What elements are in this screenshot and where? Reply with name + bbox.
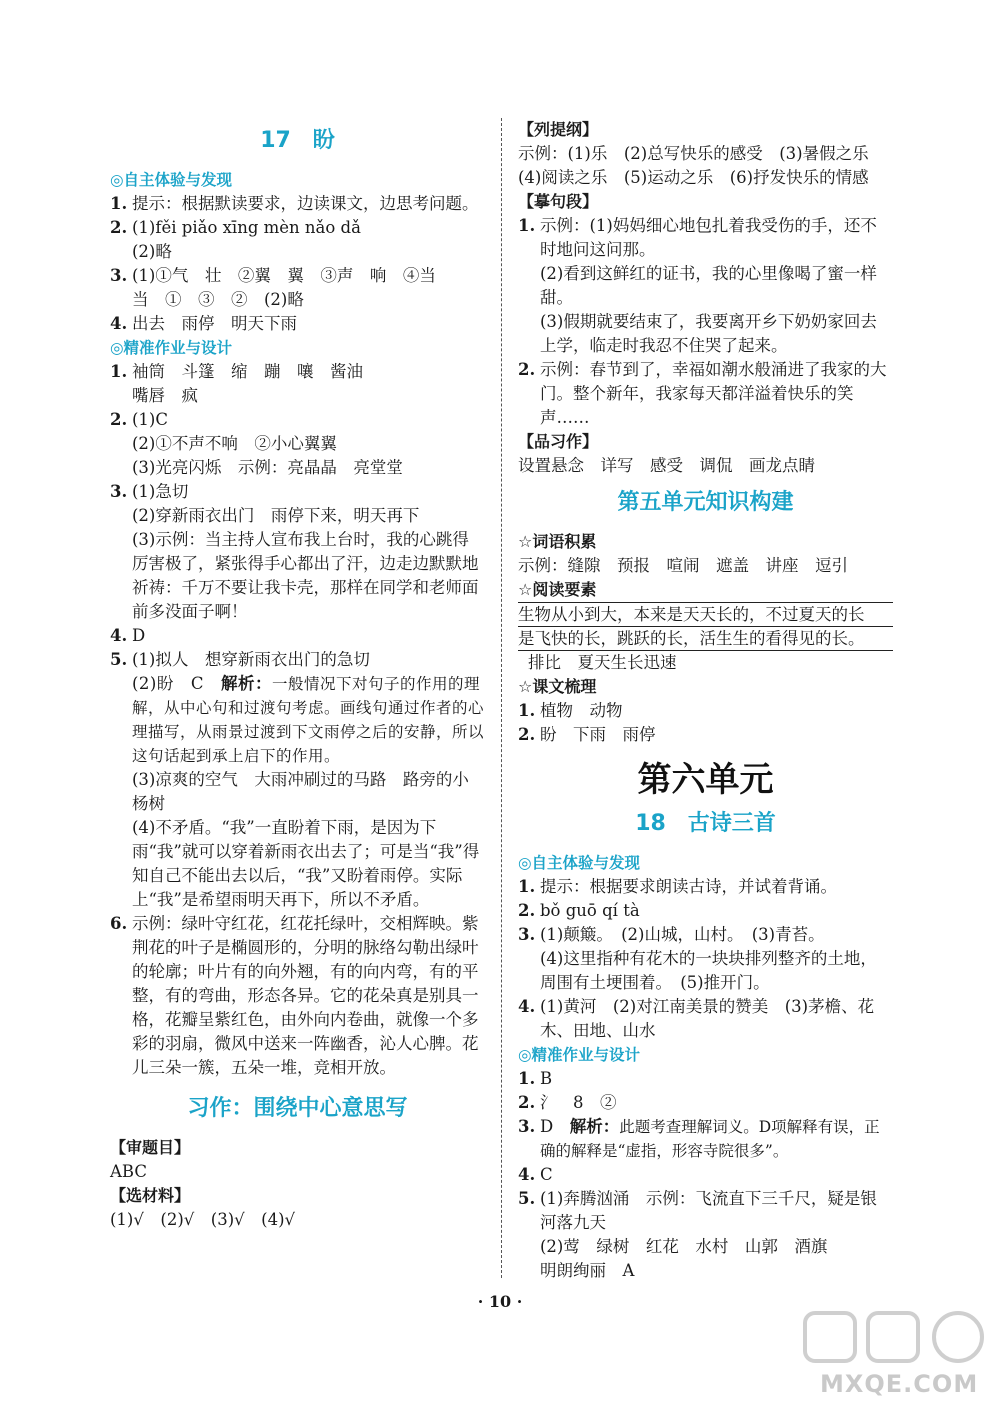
item-text: 出去 雨停 明天下雨 [132,314,297,333]
vocab-label: ☆词语积累 [518,532,597,551]
answer-item [110,432,485,456]
analysis-label: 解析： [221,674,272,693]
item-text: 示例：春节到了，幸福如潮水般涌进了我家的大门。整个新年，我家每天都洋溢着快乐的笑声…… [540,360,887,427]
page-number: · 10 · [477,1292,523,1311]
q3-number: 3. [518,1117,536,1136]
answer-item [110,384,485,408]
item-number: 2. [518,901,536,920]
item-number: 2. [110,410,128,429]
q5-2-analysis-text: 一般情况下对句子的作用的理解，从中心句和过渡句考虑。画线句通过作者的心理描写，从雨景过渡到下文雨停之后的安静，所以这句话起到承上启下的作用。 [132,675,485,765]
select-material-label: 【选材料】 [110,1186,191,1205]
item-text: (2)看到这鲜红的证书，我的心里像喝了蜜一样甜。 [540,264,877,307]
item-text: (3)假期就要结束了，我要离开乡下奶奶家回去上学，临走时我忍不住哭了起来。 [540,312,877,355]
item-text: (1)黄河 (2)对江南美景的赞美 (3)茅檐、花木、田地、山水 [540,997,875,1040]
homework-answers-cont [110,768,485,1080]
item-text: 示例：绿叶守红花，红花托绿叶，交相辉映。紫荆花的叶子是椭圆形的，分明的脉络勾勒出绿叶的轮廓；叶片有的向外翘，有的向内弯，有的平整，有的弯曲，形态各异。它的花朵真是别具一格，花瓣呈紫红色，由外向内卷曲，就像一个多彩的羽扇，微风中送来一阵幽香，沁人心脾。花儿三朵一簇，五朵一堆，竞相开放。 [132,914,479,1077]
item-text: 氵 8 ② [540,1093,617,1112]
item-text: (2)略 [132,242,172,261]
appreciate-answer: 设置悬念 详写 感受 调侃 画龙点睛 [518,456,815,475]
q3-prefix: D [540,1117,570,1136]
text-review-label: ☆课文梳理 [518,677,597,696]
item-text: (1)急切 [132,482,189,501]
select-material-answer: (1)√ (2)√ (3)√ (4)√ [110,1210,296,1229]
item-text: (1)fěi piǎo xīng mèn nǎo dǎ [132,218,361,237]
item-text: (2)穿新雨衣出门 雨停下来，明天再下 [132,506,420,525]
item-text: 嘴唇 疯 [132,386,198,405]
imitate-answers [518,214,893,430]
item-text: (4)不矛盾。“我”一直盼着下雨，是因为下雨“我”就可以穿着新雨衣出去了；可是当“我”得知自己不能出去以后，“我”又盼着雨停。实际上“我”是希望雨明天再下，所以不矛盾。 [132,818,480,909]
imitate-label: 【摹句段】 [518,192,599,211]
item-number: 2. [518,725,536,744]
item-text: 当 ① ③ ② (2)略 [132,290,304,309]
item-number: 5. [518,1189,536,1208]
answer-item [110,504,485,528]
answer-item [518,214,893,262]
item-number: 4. [110,314,128,333]
item-text: (2)①不声不响 ②小心翼翼 [132,434,337,453]
item-number: 1. [518,701,536,720]
item-text: (1)C [132,410,168,429]
item-text: D [132,626,146,645]
self-experience-answers [110,192,485,336]
watermark-text: MXQE.COM [820,1370,979,1398]
item-number: 4. [518,997,536,1016]
quoted-passage [518,602,893,651]
answer-item [110,288,485,312]
review-topic-answer: ABC [110,1162,147,1181]
item-text: 植物 动物 [540,701,623,720]
item-text: C [540,1165,553,1184]
item-number: 4. [110,626,128,645]
item-text: (1)颠簸。 (2)山城，山村。 (3)青苔。 [540,925,825,944]
answer-item [518,699,893,723]
answer-item [518,947,893,995]
item-number: 4. [518,1165,536,1184]
item-number: 1. [518,877,536,896]
l18-section-homework: ◎精准作业与设计 [518,1046,641,1064]
answer-item [518,1163,893,1187]
item-number: 2. [110,218,128,237]
answer-item [110,624,485,648]
unit6-title: 第六单元 [637,760,774,800]
answer-item [518,310,893,358]
item-text: (3)光亮闪烁 示例：亮晶晶 亮堂堂 [132,458,403,477]
answer-item [110,216,485,240]
answer-item [518,262,893,310]
section-precise-homework: ◎精准作业与设计 [110,339,233,357]
answer-item [518,995,893,1043]
item-text: 提示：根据默读要求，边读课文，边思考问题。 [132,194,479,213]
unit5-title: 第五单元知识构建 [617,490,794,515]
quoted-line-1: 生物从小到大，本来是天天长的，不过夏天的长 [518,603,893,627]
item-number: 6. [110,914,128,933]
item-number: 5. [110,650,128,669]
item-number: 1. [110,194,128,213]
right-column [518,118,893,1283]
section-self-experience: ◎自主体验与发现 [110,171,233,189]
lesson-17-title: 17 盼 [260,128,335,153]
answer-item [110,816,485,912]
reading-answer: 排比 夏天生长迅速 [528,653,677,672]
item-text: 提示：根据要求朗读古诗，并试着背诵。 [540,877,837,896]
homework-answers [110,360,485,672]
item-text: (2)莺 绿树 红花 水村 山郭 酒旗 [540,1237,828,1256]
answer-item [518,1235,893,1259]
l18-self-experience-answers [518,875,893,1043]
answer-item [518,923,893,947]
item-text: 明朗绚丽 A [540,1261,635,1280]
answer-item [110,456,485,480]
l18-section-self-experience: ◎自主体验与发现 [518,854,641,872]
answer-item [518,1259,893,1283]
answer-item [110,912,485,1080]
text-review-answers [518,699,893,747]
item-number: 3. [110,482,128,501]
answer-item [110,768,485,816]
item-text: (3)示例：当主持人宣布我上台时，我的心跳得厉害极了，紧张得手心都出了汗，边走边默默地祈祷：千万不要让我卡壳，那样在同学和老师面前多没面子啊！ [132,530,479,621]
answer-item [518,358,893,430]
item-text: (1)①气 壮 ②翼 翼 ③声 响 ④当 [132,266,436,285]
answer-item [110,480,485,504]
answer-item [110,264,485,288]
item-text: 示例：(1)妈妈细心地包扎着我受伤的手，还不时地问这问那。 [540,216,877,259]
answer-item [110,240,485,264]
item-text: 盼 下雨 雨停 [540,725,656,744]
answer-item [110,312,485,336]
answer-item [110,528,485,624]
answer-item [518,1187,893,1235]
q3-analysis-label: 解析： [569,1117,620,1136]
answer-item [110,192,485,216]
outline-answer: 示例：(1)乐 (2)总写快乐的感受 (3)暑假之乐 (4)阅读之乐 (5)运动之乐 (6)抒发快乐的情感 [518,144,886,187]
item-text: (1)奔腾汹涌 示例：飞流直下三千尺，疑是银河落九天 [540,1189,877,1232]
l18-q3 [518,1115,893,1163]
writing-title: 习作：围绕中心意思写 [187,1096,408,1121]
item-text: (3)凉爽的空气 大雨冲刷过的马路 路旁的小杨树 [132,770,469,813]
item-text: B [540,1069,553,1088]
quoted-line-2: 是飞快的长，跳跃的长，活生生的看得见的长。 [518,629,865,648]
item-number: 1. [518,216,536,235]
answer-item [110,408,485,432]
item-number: 1. [518,1069,536,1088]
q3-analysis-text: 此题考查理解词义。D项解释有误，正确的解释是“虚指，形容寺院很多”。 [540,1118,880,1160]
lesson-18-title: 18 古诗三首 [635,811,776,836]
item-number: 2. [518,360,536,379]
item-text: (1)拟人 想穿新雨衣出门的急切 [132,650,370,669]
appreciate-label: 【品习作】 [518,432,599,451]
answer-item [518,723,893,747]
vocab-answer: 示例：缝隙 预报 喧闹 遮盖 讲座 逗引 [518,556,848,575]
q5-2-prefix: (2)盼 C [132,674,221,693]
answer-item [518,899,893,923]
item-text: bǒ guō qí tà [540,901,640,920]
item-number: 2. [518,1093,536,1112]
answer-item [518,875,893,899]
item-number: 3. [110,266,128,285]
reading-label: ☆阅读要素 [518,580,597,599]
q5-analysis [110,672,485,768]
answer-item [110,360,485,384]
answer-item [518,1067,893,1091]
l18-homework-answers [518,1067,893,1115]
item-text: (4)这里指种有花木的一块块排列整齐的土地，周围有土埂围着。 (5)推开门。 [540,949,877,992]
column-divider [501,118,502,1278]
item-number: 3. [518,925,536,944]
left-column [110,118,485,1232]
answer-item [518,1091,893,1115]
l18-homework-answers-cont [518,1163,893,1283]
review-topic-label: 【审题目】 [110,1138,191,1157]
item-text: 袖筒 斗篷 缩 蹦 嚷 酱油 [132,362,363,381]
outline-label: 【列提纲】 [518,120,599,139]
answer-item [110,648,485,672]
item-number: 1. [110,362,128,381]
